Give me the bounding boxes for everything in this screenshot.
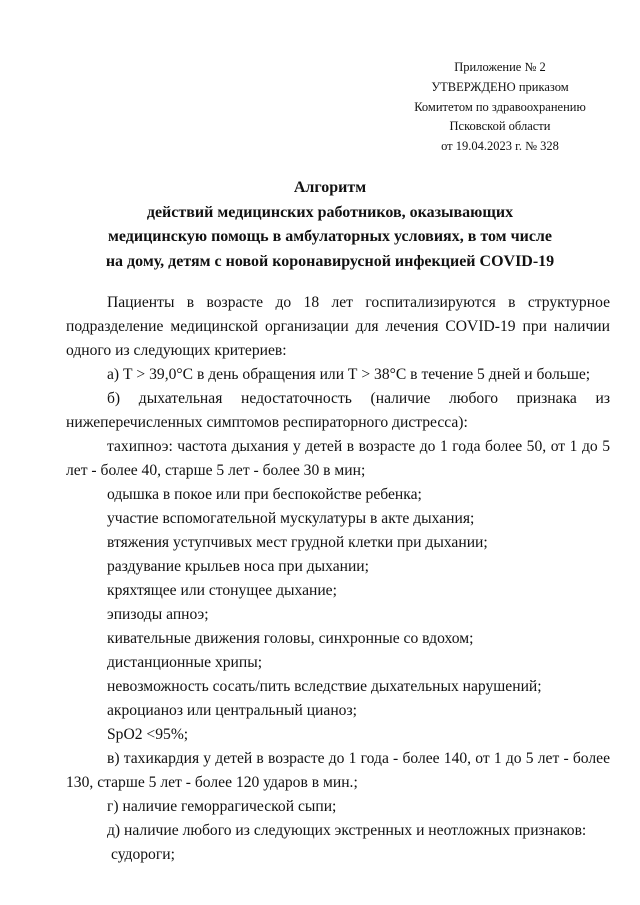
criterion-b: б) дыхательная недостаточность (наличие любого признака из нижеперечисленных симптомов респираторного дистресса):: [66, 390, 610, 431]
approval-stamp-block: [380, 58, 620, 157]
title-line: медицинскую помощь в амбулаторных условиях, в том числе: [107, 228, 552, 245]
title-line: Алгоритм: [293, 179, 367, 196]
criterion-a: а) Т > 39,0°С в день обращения или Т > 38°С в течение 5 дней и больше;: [107, 366, 591, 383]
title-line: на дому, детям с новой коронавирусной инфекцией COVID-19: [105, 252, 555, 270]
seizures-item: судороги;: [111, 846, 175, 863]
symptom-item: кряхтящее или стонущее дыхание;: [107, 582, 337, 599]
title-line: действий медицинских работников, оказывающих: [146, 203, 514, 221]
approving-committee: Комитетом по здравоохранению: [414, 99, 586, 114]
appendix-number: Приложение № 2: [454, 60, 546, 74]
symptom-item: втяжения уступчивых мест грудной клетки при дыхании;: [107, 534, 488, 551]
document-title: [100, 176, 560, 274]
criterion-g: г) наличие геморрагической сыпи;: [107, 798, 337, 815]
symptom-item: невозможность сосать/пить вследствие дыхательных нарушений;: [107, 678, 542, 695]
criterion-d: д) наличие любого из следующих экстренных и неотложных признаков:: [107, 822, 587, 839]
symptom-item: участие вспомогательной мускулатуры в акте дыхания;: [107, 510, 475, 527]
symptom-item: акроцианоз или центральный цианоз;: [107, 702, 357, 719]
approved-by-order: УТВЕРЖДЕНО приказом: [431, 79, 569, 94]
order-date-number: от 19.04.2023 г. № 328: [441, 139, 559, 154]
symptom-item: кивательные движения головы, синхронные со вдохом;: [107, 630, 474, 647]
intro-paragraph: Пациенты в возрасте до 18 лет госпитализируются в структурное подразделение медицинской организации для лечения COVID-19 при наличии одного из следующих критериев:: [66, 294, 610, 359]
symptom-item: эпизоды апноэ;: [107, 606, 209, 623]
symptom-item: одышка в покое или при беспокойстве ребенка;: [107, 486, 422, 503]
symptom-item: SpO2 <95%;: [107, 726, 189, 743]
criterion-v: в) тахикардия у детей в возрасте до 1 года - более 140, от 1 до 5 лет - более 130, старше 5 лет - более 120 ударов в мин.;: [66, 750, 610, 791]
region-name: Псковской области: [449, 119, 551, 134]
tachypnea-criterion: тахипноэ: частота дыхания у детей в возрасте до 1 года более 50, от 1 до 5 лет - более 40, старше 5 лет - более 30 в мин;: [66, 438, 610, 479]
symptom-item: дистанционные хрипы;: [107, 654, 263, 671]
symptom-item: раздувание крыльев носа при дыхании;: [107, 558, 369, 575]
document-body: [66, 291, 610, 867]
